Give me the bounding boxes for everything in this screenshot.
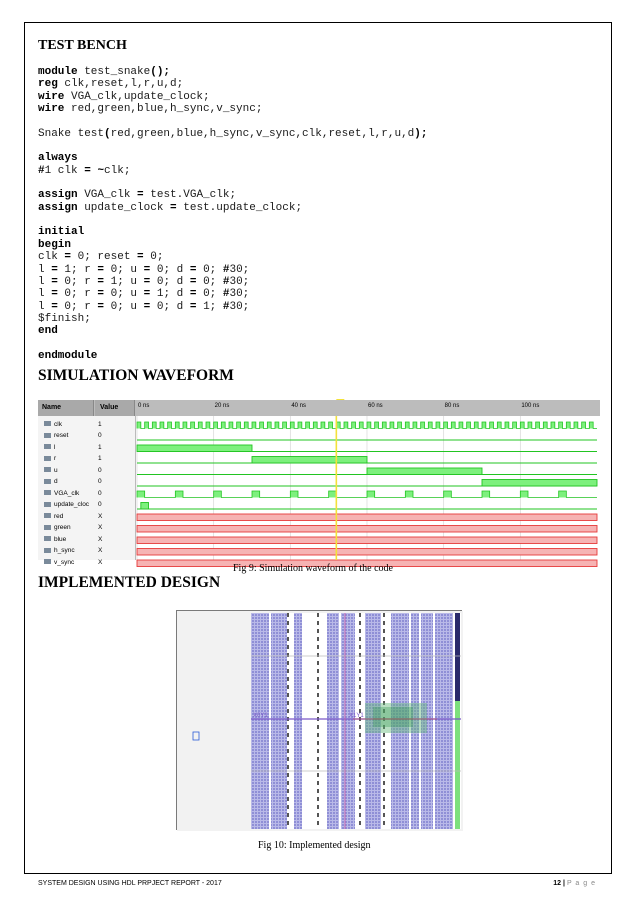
signal-value: 1 bbox=[98, 455, 102, 462]
code-text: VGA_clk bbox=[77, 189, 138, 202]
signal-name[interactable] bbox=[44, 453, 56, 464]
signal-value: X bbox=[98, 558, 103, 566]
code-keyword: # bbox=[222, 300, 230, 313]
code-line bbox=[38, 177, 427, 189]
signal-name-text: v_sync bbox=[54, 558, 75, 566]
code-keyword: wire bbox=[38, 103, 65, 116]
code-keyword: endmodule bbox=[38, 349, 98, 362]
clock-high-segment bbox=[551, 422, 555, 429]
clock-high-segment bbox=[160, 422, 164, 429]
code-line bbox=[38, 152, 427, 164]
code-text: test.VGA_clk; bbox=[143, 189, 237, 202]
code-text: test.update_clock; bbox=[176, 201, 303, 214]
clock-high-segment bbox=[436, 422, 440, 429]
code-text: 0; r bbox=[57, 288, 98, 301]
clock-high-segment bbox=[306, 422, 310, 429]
code-text: red,green,blue,h_sync,v_sync; bbox=[64, 103, 263, 116]
code-line bbox=[38, 78, 427, 90]
code-keyword: end bbox=[38, 325, 58, 338]
clock-high-segment bbox=[490, 422, 494, 429]
code-keyword: initial bbox=[38, 226, 85, 239]
page-number-footer bbox=[553, 880, 596, 887]
signal-value: X bbox=[98, 512, 103, 520]
signal-icon bbox=[44, 502, 51, 507]
code-keyword: = bbox=[143, 275, 151, 288]
signal-pulse bbox=[252, 457, 367, 464]
figure-10-caption: Fig 10: Implemented design bbox=[258, 840, 371, 851]
time-tick-label: 100 ns bbox=[521, 403, 540, 409]
code-text: 0; r bbox=[57, 300, 98, 313]
clock-high-segment bbox=[528, 422, 532, 429]
clock-high-segment bbox=[152, 422, 156, 429]
code-text: update_clock bbox=[77, 201, 171, 214]
code-text: 0; d bbox=[150, 300, 190, 313]
clock-high-segment bbox=[444, 491, 452, 498]
clock-high-segment bbox=[482, 491, 490, 498]
clock-high-segment bbox=[145, 422, 149, 429]
clock-high-segment bbox=[467, 422, 471, 429]
page-word: P a g e bbox=[566, 880, 596, 887]
clock-high-segment bbox=[536, 422, 540, 429]
code-keyword: # bbox=[38, 164, 45, 177]
clock-high-segment bbox=[382, 422, 386, 429]
signal-name-text: red bbox=[54, 512, 64, 520]
code-keyword: begin bbox=[38, 238, 72, 251]
signal-icon bbox=[44, 467, 51, 472]
code-text: l bbox=[38, 300, 52, 313]
clock-high-segment bbox=[413, 422, 417, 429]
clock-high-segment bbox=[275, 422, 279, 429]
code-text: 30; bbox=[229, 288, 250, 301]
clock-high-segment bbox=[398, 422, 402, 429]
code-text: 0; reset bbox=[71, 251, 138, 264]
code-text: l bbox=[38, 275, 52, 288]
clock-high-segment bbox=[474, 422, 478, 429]
signal-icon bbox=[44, 444, 51, 449]
code-text: 1; d bbox=[150, 288, 190, 301]
code-text: 0; d bbox=[150, 263, 190, 276]
clock-region-label-right: X1Y1 bbox=[349, 713, 364, 719]
code-keyword: = bbox=[143, 263, 151, 276]
code-keyword: assign bbox=[38, 201, 78, 214]
signal-name-text: VGA_clk bbox=[54, 489, 80, 497]
clock-high-segment bbox=[428, 422, 432, 429]
code-keyword: = bbox=[97, 275, 105, 288]
clock-high-segment bbox=[367, 491, 375, 498]
code-text: l bbox=[38, 288, 52, 301]
signal-icon bbox=[44, 421, 51, 426]
clock-high-segment bbox=[482, 422, 486, 429]
code-line bbox=[38, 325, 427, 337]
signal-name-text: clk bbox=[54, 420, 62, 428]
clock-high-segment bbox=[405, 422, 409, 429]
clock-high-segment bbox=[183, 422, 187, 429]
clock-high-segment bbox=[497, 422, 501, 429]
clock-trace bbox=[137, 422, 597, 429]
clock-high-segment bbox=[344, 422, 348, 429]
code-keyword: = bbox=[64, 251, 72, 264]
code-line bbox=[38, 202, 427, 214]
clock-high-segment bbox=[375, 422, 379, 429]
code-keyword: = bbox=[143, 288, 151, 301]
signal-trace-unknown bbox=[137, 514, 597, 521]
time-tick-label: 0 ns bbox=[138, 403, 150, 409]
clock-high-segment bbox=[283, 422, 287, 429]
signal-pulse bbox=[367, 468, 482, 475]
signal-icon bbox=[44, 548, 51, 553]
name-column-header: Name bbox=[38, 400, 94, 416]
code-line bbox=[38, 103, 427, 115]
clock-high-segment bbox=[229, 422, 233, 429]
signal-icon bbox=[44, 490, 51, 495]
code-line bbox=[38, 115, 427, 127]
code-text: 1; r bbox=[57, 263, 98, 276]
value-column-header: Value bbox=[95, 400, 135, 416]
signal-icon bbox=[44, 536, 51, 541]
signal-icon bbox=[44, 513, 51, 518]
code-text: 0; u bbox=[104, 288, 144, 301]
clock-high-segment bbox=[168, 422, 172, 429]
clock-high-segment bbox=[513, 422, 517, 429]
test-bench-heading: TEST BENCH bbox=[38, 38, 127, 53]
signal-value: 1 bbox=[98, 443, 102, 451]
signal-pulse bbox=[141, 503, 149, 510]
code-text: clk,reset,l,r,u,d; bbox=[57, 78, 184, 91]
signal-icon bbox=[44, 456, 51, 461]
code-line bbox=[38, 276, 427, 288]
signal-name-text: u bbox=[54, 466, 58, 474]
time-tick-label: 60 ns bbox=[368, 403, 383, 409]
clock-high-segment bbox=[505, 422, 509, 429]
code-line bbox=[38, 189, 427, 201]
code-text: 0; bbox=[143, 251, 164, 264]
signal-name[interactable] bbox=[44, 488, 79, 499]
signal-name[interactable] bbox=[44, 476, 58, 487]
code-line bbox=[38, 214, 427, 226]
waveform-traces bbox=[135, 400, 600, 560]
clock-high-segment bbox=[252, 491, 260, 498]
signal-trace-unknown bbox=[137, 537, 597, 544]
clock-high-segment bbox=[352, 422, 356, 429]
signal-value: X bbox=[98, 535, 103, 543]
signal-name[interactable] bbox=[44, 442, 55, 453]
signal-name-text: r bbox=[54, 455, 57, 462]
signal-name[interactable] bbox=[44, 419, 62, 430]
clock-high-segment bbox=[405, 491, 413, 498]
clock-high-segment bbox=[244, 422, 248, 429]
code-text: clk bbox=[38, 251, 65, 264]
signal-name-text: blue bbox=[54, 535, 67, 543]
code-keyword: reg bbox=[38, 78, 58, 91]
code-text: 0; bbox=[196, 275, 223, 288]
footer-text: SYSTEM DESIGN USING HDL PRPJECT REPORT - 2017 bbox=[38, 880, 222, 887]
simulation-waveform-heading: SIMULATION WAVEFORM bbox=[38, 367, 234, 384]
clock-high-segment bbox=[198, 422, 202, 429]
clock-high-segment bbox=[175, 491, 183, 498]
signal-name-text: h_sync bbox=[54, 547, 75, 554]
implemented-design-heading: IMPLEMENTED DESIGN bbox=[38, 574, 221, 591]
code-line bbox=[38, 301, 427, 313]
signal-name[interactable] bbox=[44, 557, 74, 568]
code-keyword: always bbox=[38, 152, 78, 165]
signal-name[interactable] bbox=[44, 430, 68, 441]
clock-high-segment bbox=[589, 422, 593, 429]
implemented-design-figure bbox=[176, 610, 462, 830]
page-number: 12 bbox=[553, 880, 562, 887]
verilog-code-listing bbox=[38, 66, 427, 362]
clock-high-segment bbox=[191, 422, 195, 429]
code-text: clk; bbox=[104, 164, 131, 177]
clock-high-segment bbox=[329, 422, 333, 429]
signal-value: 0 bbox=[98, 432, 102, 439]
code-text: 0; r bbox=[57, 275, 98, 288]
signal-value: 0 bbox=[98, 501, 102, 508]
code-text: l bbox=[38, 263, 52, 276]
clock-high-segment bbox=[459, 422, 463, 429]
code-text: $finish; bbox=[38, 312, 91, 325]
waveform-trace-area bbox=[135, 400, 600, 560]
code-keyword: # bbox=[222, 275, 230, 288]
code-keyword: = bbox=[189, 263, 197, 276]
code-text: red,green,blue,h_sync,v_sync,clk,reset,l,r,u,d bbox=[110, 127, 415, 140]
code-text: 1; u bbox=[104, 275, 144, 288]
code-keyword: = bbox=[97, 300, 105, 313]
signal-icon bbox=[44, 525, 51, 530]
clock-high-segment bbox=[329, 491, 337, 498]
code-keyword: = bbox=[143, 300, 151, 313]
code-keyword: ); bbox=[414, 127, 428, 140]
signal-value: 0 bbox=[98, 478, 102, 485]
code-text: 30; bbox=[229, 300, 250, 313]
figure-9-caption: Fig 9: Simulation waveform of the code bbox=[233, 563, 393, 574]
time-tick-label: 40 ns bbox=[291, 403, 307, 409]
simulation-waveform-figure bbox=[38, 400, 600, 566]
clock-high-segment bbox=[290, 491, 298, 498]
clock-high-segment bbox=[175, 422, 179, 429]
clock-high-segment bbox=[566, 422, 570, 429]
clock-high-segment bbox=[520, 491, 528, 498]
clock-high-segment bbox=[543, 422, 547, 429]
signal-value: 1 bbox=[98, 420, 102, 428]
signal-name-text: green bbox=[54, 524, 71, 531]
code-text: VGA_clk,update_clock; bbox=[64, 90, 210, 103]
clock-high-segment bbox=[574, 422, 578, 429]
code-text: Snake test bbox=[38, 127, 105, 140]
signal-name[interactable] bbox=[44, 545, 75, 556]
clock-high-segment bbox=[582, 422, 586, 429]
signal-name[interactable] bbox=[44, 511, 63, 522]
page-separator: | bbox=[563, 880, 565, 887]
signal-icon bbox=[44, 559, 51, 564]
code-keyword: = bbox=[137, 251, 144, 264]
code-line bbox=[38, 66, 427, 78]
clock-high-segment bbox=[520, 422, 524, 429]
signal-value: X bbox=[98, 524, 103, 531]
code-text: 30; bbox=[229, 275, 250, 288]
signal-name[interactable] bbox=[44, 534, 66, 545]
code-text: 0; d bbox=[150, 275, 190, 288]
code-line bbox=[38, 140, 427, 152]
code-keyword: = bbox=[84, 164, 91, 177]
clock-high-segment bbox=[313, 422, 317, 429]
signal-name-text: update_cloc bbox=[54, 501, 90, 508]
code-text: test_snake bbox=[77, 66, 151, 78]
code-text: 0; bbox=[196, 288, 223, 301]
code-text: 0; u bbox=[104, 263, 144, 276]
code-keyword: = bbox=[170, 201, 177, 214]
code-line bbox=[38, 128, 427, 140]
clock-high-segment bbox=[137, 491, 145, 498]
code-keyword: (); bbox=[150, 66, 171, 78]
signal-icon bbox=[44, 479, 51, 484]
clock-high-segment bbox=[444, 422, 448, 429]
code-line bbox=[38, 313, 427, 325]
code-keyword: = bbox=[189, 275, 197, 288]
clock-high-segment bbox=[451, 422, 455, 429]
clock-high-segment bbox=[421, 422, 425, 429]
clock-region-label-left: X0Y1 bbox=[253, 713, 268, 719]
clock-high-segment bbox=[367, 422, 371, 429]
clock-high-segment bbox=[237, 422, 241, 429]
code-keyword: = bbox=[51, 263, 58, 276]
clock-high-segment bbox=[221, 422, 225, 429]
code-keyword: assign bbox=[38, 189, 78, 202]
signal-pulse bbox=[482, 480, 597, 487]
code-line bbox=[38, 165, 427, 177]
code-line bbox=[38, 251, 427, 263]
code-text: 0; bbox=[196, 263, 223, 276]
signal-trace-unknown bbox=[137, 526, 597, 533]
code-line bbox=[38, 226, 427, 238]
code-line bbox=[38, 338, 427, 350]
code-keyword: = bbox=[51, 300, 58, 313]
clock-high-segment bbox=[559, 422, 563, 429]
code-keyword: = bbox=[97, 263, 105, 276]
signal-name-text: d bbox=[54, 478, 58, 485]
clock-high-segment bbox=[214, 422, 218, 429]
code-keyword: = bbox=[51, 288, 58, 301]
time-tick-label: 80 ns bbox=[444, 403, 460, 409]
code-keyword: = bbox=[137, 189, 144, 202]
code-text: 1 clk bbox=[44, 164, 85, 177]
signal-trace-unknown bbox=[137, 549, 597, 556]
code-keyword: ( bbox=[104, 127, 111, 140]
code-line bbox=[38, 91, 427, 103]
signal-list-panel bbox=[38, 416, 136, 566]
clock-high-segment bbox=[252, 422, 256, 429]
clock-high-segment bbox=[214, 491, 222, 498]
signal-name-text: reset bbox=[54, 432, 69, 439]
signal-name-text: l bbox=[54, 443, 56, 451]
clock-high-segment bbox=[137, 422, 141, 429]
code-text: 30; bbox=[229, 263, 250, 276]
signal-icon bbox=[44, 433, 51, 438]
signal-pulse bbox=[137, 445, 252, 452]
code-keyword: = bbox=[189, 300, 197, 313]
signal-value: 0 bbox=[98, 489, 102, 497]
clock-high-segment bbox=[260, 422, 264, 429]
time-tick-label: 20 ns bbox=[214, 403, 230, 409]
clock-trace bbox=[137, 491, 597, 498]
code-line bbox=[38, 239, 427, 251]
code-keyword: module bbox=[38, 66, 78, 78]
code-text: 0; u bbox=[104, 300, 144, 313]
signal-name[interactable] bbox=[44, 499, 89, 510]
clock-high-segment bbox=[206, 422, 210, 429]
clock-high-segment bbox=[359, 422, 363, 429]
signal-name[interactable] bbox=[44, 465, 58, 476]
clock-high-segment bbox=[290, 422, 294, 429]
code-line bbox=[38, 350, 427, 362]
clock-high-segment bbox=[390, 422, 394, 429]
code-keyword: = bbox=[189, 288, 197, 301]
code-keyword: # bbox=[222, 288, 230, 301]
signal-name[interactable] bbox=[44, 522, 71, 533]
code-keyword: = bbox=[97, 288, 105, 301]
signal-value: X bbox=[98, 547, 103, 554]
code-line bbox=[38, 288, 427, 300]
code-line bbox=[38, 264, 427, 276]
code-keyword: ~ bbox=[97, 164, 105, 177]
code-keyword: wire bbox=[38, 90, 65, 103]
code-text: 1; bbox=[196, 300, 223, 313]
device-floorplan bbox=[177, 611, 463, 831]
code-keyword: = bbox=[51, 275, 58, 288]
clock-high-segment bbox=[298, 422, 302, 429]
clock-high-segment bbox=[267, 422, 271, 429]
clock-high-segment bbox=[321, 422, 325, 429]
code-keyword: # bbox=[222, 263, 230, 276]
clock-high-segment bbox=[559, 491, 567, 498]
signal-value: 0 bbox=[98, 466, 102, 474]
